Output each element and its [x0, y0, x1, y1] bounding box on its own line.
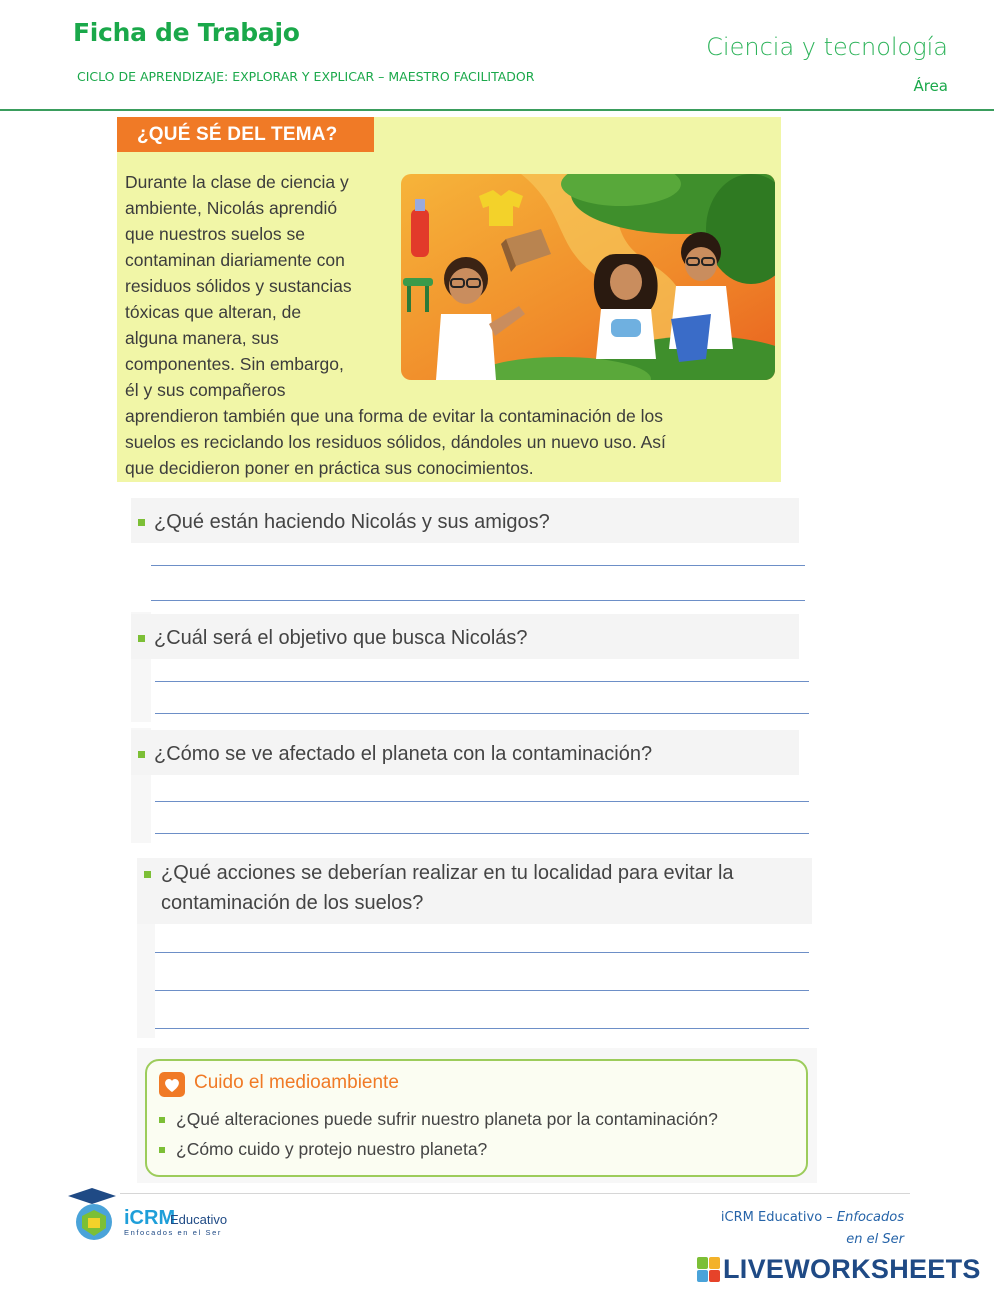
footer-divider — [120, 1193, 910, 1194]
liveworksheets-logo[interactable]: LIVEWORKSHEETS — [723, 1254, 981, 1284]
topic-line: componentes. Sin embargo, — [125, 354, 344, 374]
header-divider — [0, 109, 994, 111]
heart-icon — [159, 1072, 185, 1097]
bullet-icon — [144, 871, 151, 878]
logo-name: Educativo — [170, 1212, 228, 1227]
topic-line: residuos sólidos y sustancias — [125, 276, 352, 296]
answer-line[interactable] — [155, 990, 809, 991]
question-3: ¿Cómo se ve afectado el planeta con la contaminación? — [154, 743, 653, 765]
answer-line[interactable] — [155, 1028, 809, 1029]
recycling-illustration — [401, 174, 775, 380]
topic-line: alguna manera, sus — [125, 328, 279, 348]
liveworksheets-icon — [697, 1257, 721, 1288]
answer-line[interactable] — [155, 713, 809, 714]
topic-line: contaminan diariamente con — [125, 250, 345, 270]
answer-line[interactable] — [151, 600, 805, 601]
answer-line[interactable] — [151, 565, 805, 566]
topic-banner: ¿QUÉ SÉ DEL TEMA? — [117, 117, 374, 152]
question-4-line-2: contaminación de los suelos? — [161, 892, 424, 914]
care-item-1: ¿Qué alteraciones puede sufrir nuestro planeta por la contaminación? — [176, 1109, 718, 1129]
bullet-icon — [159, 1117, 165, 1123]
question-2: ¿Cuál será el objetivo que busca Nicolás? — [154, 627, 528, 649]
answer-line[interactable] — [155, 952, 809, 953]
topic-line: ambiente, Nicolás aprendió — [125, 198, 338, 218]
learning-cycle: CICLO DE APRENDIZAJE: EXPLORAR Y EXPLICAR – MAESTRO FACILITADOR — [77, 69, 535, 84]
topic-line: aprendieron también que una forma de evitar la contaminación de los — [125, 406, 663, 426]
bullet-icon — [159, 1147, 165, 1153]
topic-line: él y sus compañeros — [125, 380, 286, 400]
topic-line: tóxicas que alteran, de — [125, 302, 302, 322]
bullet-icon — [138, 519, 145, 526]
logo-tagline: Enfocados en el Ser — [124, 1228, 222, 1237]
icrm-logo — [62, 1188, 237, 1244]
question-4-line-1: ¿Qué acciones se deberían realizar en tu localidad para evitar la — [161, 862, 734, 884]
page-title: Ficha de Trabajo — [73, 18, 300, 47]
topic-line: suelos es reciclando los residuos sólidos, dándoles un nuevo uso. Así — [125, 432, 666, 452]
footer-note-prefix: iCRM Educativo – — [720, 1210, 837, 1225]
logo-brand: iCRM — [124, 1207, 176, 1229]
footer-note — [721, 1207, 904, 1251]
footer-note-italic: Enfocados — [836, 1210, 904, 1225]
answer-line[interactable] — [155, 833, 809, 834]
topic-line: Durante la clase de ciencia y — [125, 172, 349, 192]
care-title: Cuido el medioambiente — [194, 1072, 399, 1093]
area-label: Área — [913, 77, 948, 95]
answer-line[interactable] — [155, 681, 809, 682]
topic-line: que decidieron poner en práctica sus conocimientos. — [125, 458, 534, 478]
footer-note-italic: en el Ser — [846, 1232, 904, 1247]
care-item-2: ¿Cómo cuido y protejo nuestro planeta? — [176, 1139, 488, 1159]
answer-line[interactable] — [155, 801, 809, 802]
subject-name: Ciencia y tecnología — [706, 33, 948, 61]
bullet-icon — [138, 635, 145, 642]
question-1: ¿Qué están haciendo Nicolás y sus amigos? — [154, 511, 550, 533]
topic-line: que nuestros suelos se — [125, 224, 305, 244]
bullet-icon — [138, 751, 145, 758]
